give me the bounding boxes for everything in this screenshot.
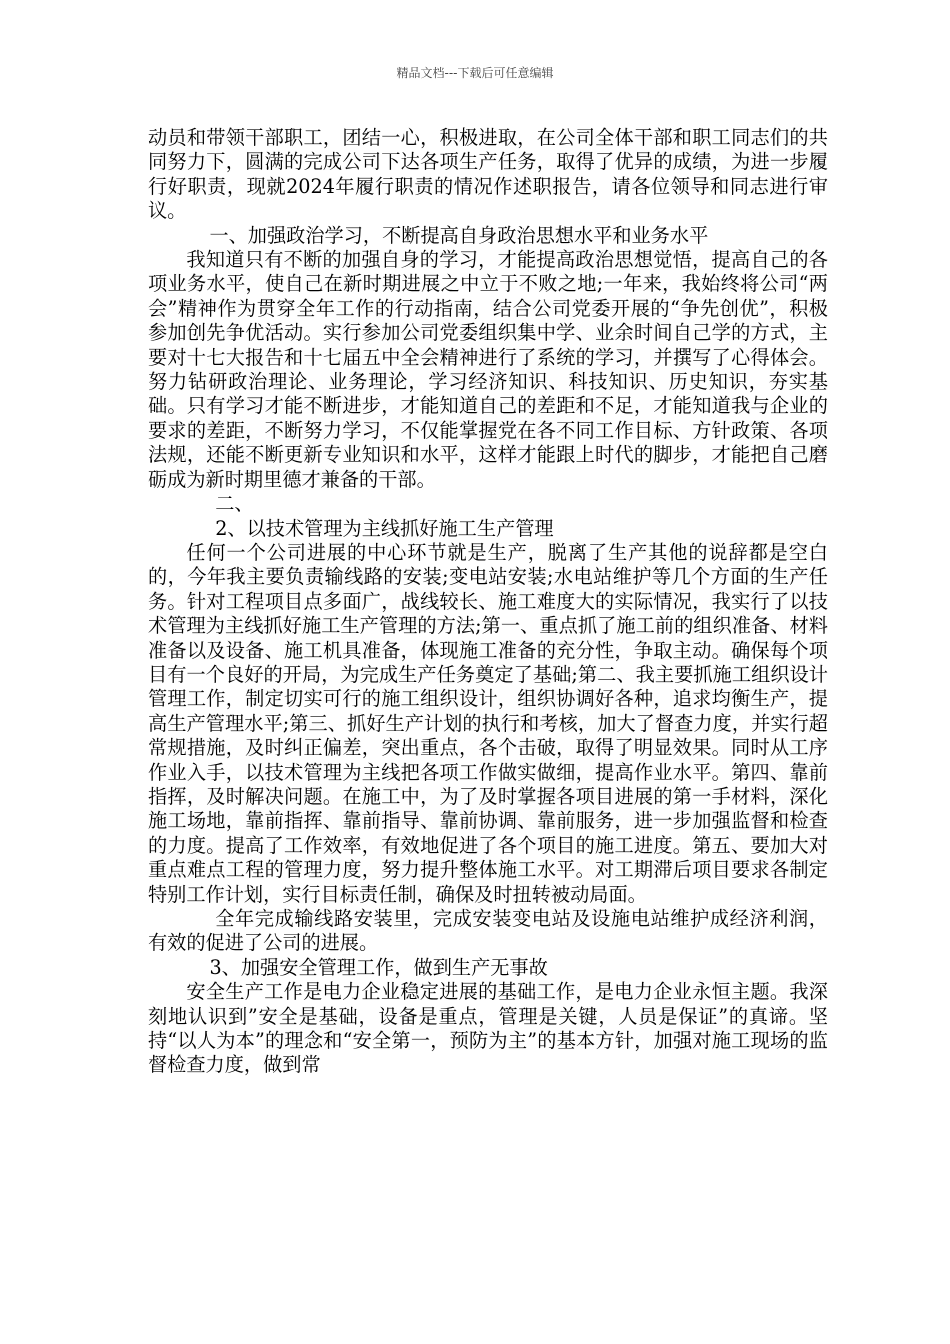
page-header: 精品文档---下载后可任意编辑 — [396, 66, 554, 80]
section-heading-2: 二、 — [215, 492, 254, 516]
paragraph-production: 任何一个公司进展的中心环节就是生产，脱离了生产其他的说辞都是空白的，今年我主要负责输线路的安装;变电站安装;水电站维护等几个方面的生产任务。针对工程项目点多面广，战线较长、施工难度大的实际情况，我实行了以技术管理为主线抓好施工生产管理的方法;第一、重点抓了施工前的组织准备、材料准备以及设备、施工机具准备，体现施工准备的充分性，争取主动。确保每个项目有一个良好的开局，为完成生产任务奠定了基础;第二、我主要抓施工组织设计管理工作，制定切实可行的施工组织设计，组织协调好各种，追求均衡生产，提高生产管理水平;第三、抓好生产计划的执行和考核，加大了督查力度，并实行超常规措施，及时纠正偏差，突出重点，各个击破，取得了明显效果。同时从工序作业入手，以技术管理为主线把各项工作做实做细，提高作业水平。第四、靠前指挥，及时解决问题。在施工中，为了及时掌握各项目进展的第一手材料，深化施工场地，靠前指挥、靠前指导、靠前协调、靠前服务，进一步加强监督和检查的力度。提高了工作效率，有效地促进了各个项目的施工进度。第五、要加大对重点难点工程的管理力度，努力提升整体施工水平。对工期滞后项目要求各制定特别工作计划，实行目标责任制，确保及时扭转被动局面。 — [148, 540, 828, 906]
paragraph-study: 我知道只有不断的加强自身的学习，才能提高政治思想觉悟，提高自己的各项业务水平，使自己在新时期进展之中立于不败之地;一年来，我始终将公司“两会”精神作为贯穿全年工作的行动指南，结合公司党委开展的“争先创优”，积极参加创先争优活动。实行参加公司党委组织集中学、业余时间自己学的方式，主要对十七大报告和十七届五中全会精神进行了系统的学习，并撰写了心得体会。努力钻研政治理论、业务理论，学习经济知识、科技知识、历史知识，夯实基础。只有学习才能不断进步，才能知道自己的差距和不足，才能知道我与企业的要求的差距，不断努力学习，不仅能掌握党在各不同工作目标、方针政策、各项法规，还能不断更新专业知识和水平，这样才能跟上时代的脚步，才能把自己磨砺成为新时期里德才兼备的干部。 — [148, 248, 828, 491]
paragraph-intro: 动员和带领干部职工，团结一心，积极进取，在公司全体干部和职工同志们的共同努力下，圆满的完成公司下达各项生产任务，取得了优异的成绩，为进一步履行好职责，现就2024年履行职责的情况作述职报告，请各位领导和同志进行审议。 — [148, 126, 828, 223]
subsection-heading-3: 3、加强安全管理工作，做到生产无事故 — [209, 955, 548, 979]
section-heading-1: 一、加强政治学习，不断提高自身政治思想水平和业务水平 — [209, 223, 709, 247]
paragraph-annual-results: 全年完成输线路安装里，完成安装变电站及设施电站维护成经济利润，有效的促进了公司的进展。 — [148, 907, 828, 955]
document-body — [148, 126, 828, 1078]
subsection-heading-2: 2、以技术管理为主线抓好施工生产管理 — [215, 516, 554, 540]
paragraph-safety: 安全生产工作是电力企业稳定进展的基础工作，是电力企业永恒主题。我深刻地认识到”安全是基础，设备是重点，管理是关键，人员是保证”的真谛。坚持“以人为本”的理念和“安全第一，预防为主”的基本方针，加强对施工现场的监督检查力度，做到常 — [148, 980, 828, 1077]
